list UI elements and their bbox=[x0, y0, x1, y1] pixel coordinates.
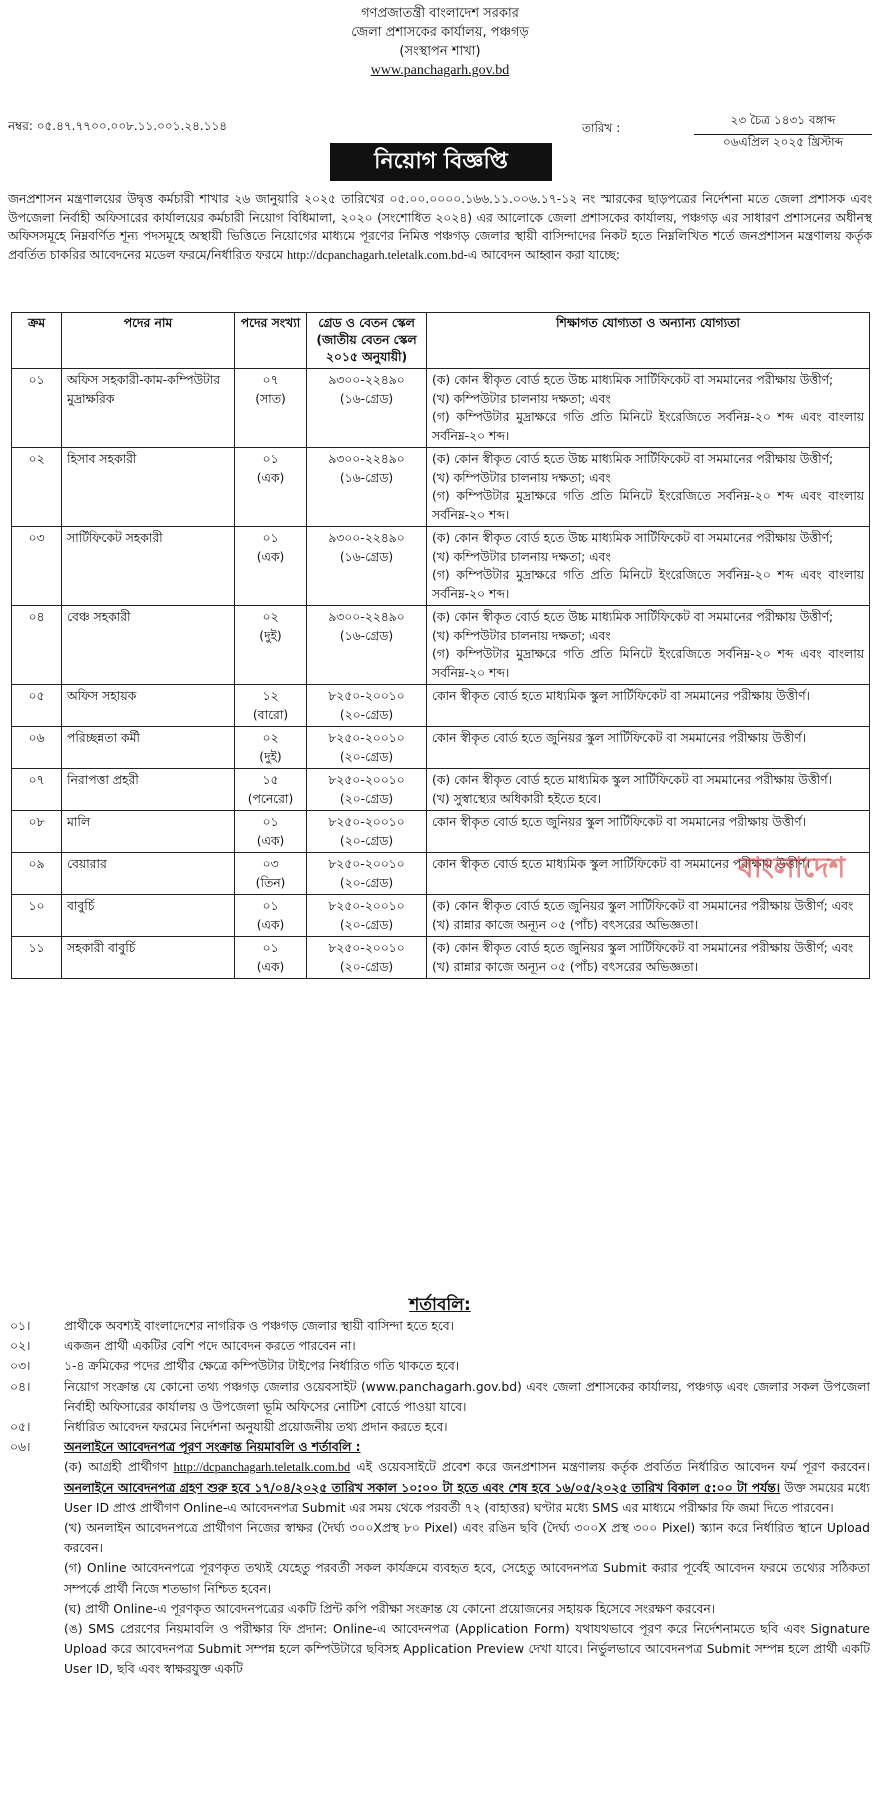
row-post-count bbox=[235, 853, 307, 895]
qualification-line: (ক) কোন স্বীকৃত বোর্ড হতে মাধ্যমিক স্কুল সার্টিফিকেট বা সমমানের পরীক্ষায় উত্তীর্ণ। bbox=[432, 773, 833, 787]
row-serial: ১১ bbox=[12, 937, 62, 979]
count-words: (এক) bbox=[256, 917, 285, 932]
rule-a-text: এই ওয়েবসাইটে প্রবেশ করে জনপ্রশাসন মন্ত্রণালয় কর্তৃক প্রবর্তিত নির্ধারিত আবেদন ফর্ম পূরণ করবেন। bbox=[356, 1460, 870, 1475]
row-qualification bbox=[427, 895, 870, 937]
qualification-line: কোন স্বীকৃত বোর্ড হতে মাধ্যমিক স্কুল সার্টিফিকেট বা সমমানের পরীক্ষায় উত্তীর্ণ। bbox=[432, 857, 810, 871]
row-pay-scale bbox=[307, 853, 427, 895]
qualification-line: (গ) কম্পিউটার মুদ্রাক্ষরে গতি প্রতি মিনিটে ইংরেজিতে সর্বনিম্ন-২০ শব্দ এবং বাংলায় সর্বনিম্ন-২০ শব্দ। bbox=[432, 410, 864, 443]
rule-a-link[interactable]: http://dcpanchagarh.teletalk.com.bd bbox=[173, 1460, 351, 1475]
scale-grade: (২০-গ্রেড) bbox=[339, 833, 394, 848]
row-pay-scale bbox=[307, 937, 427, 979]
condition-text: নির্ধারিত আবেদন ফরমের নির্দেশনা অনুযায়ী প্রয়োজনীয় তথ্য প্রদান করতে হবে। bbox=[64, 1420, 448, 1435]
row-post-name: মালি bbox=[62, 811, 235, 853]
count-words: (দুই) bbox=[259, 628, 282, 643]
scale-range: ৮২৫০-২০০১০ bbox=[328, 689, 405, 703]
col-count-header: পদের সংখ্যা bbox=[235, 313, 307, 369]
count-words: (এক) bbox=[256, 959, 285, 974]
scale-range: ৮২৫০-২০০১০ bbox=[328, 731, 405, 745]
row-serial: ০৬ bbox=[12, 727, 62, 769]
condition-item bbox=[10, 1336, 870, 1356]
count-number: ০২ bbox=[262, 731, 279, 745]
apply-link[interactable]: http://dcpanchagarh.teletalk.com.bd bbox=[286, 247, 464, 262]
table-row bbox=[12, 606, 870, 685]
date-english: ০৬এপ্রিল ২০২৫ খ্রিস্টাব্দ bbox=[722, 135, 844, 149]
table-row bbox=[12, 527, 870, 606]
condition-number: ০২। bbox=[10, 1339, 31, 1354]
row-qualification bbox=[427, 685, 870, 727]
row-post-name: সহকারী বাবুর্চি bbox=[62, 937, 235, 979]
online-rule-c: (গ) Online আবেদনপত্রে পূরণকৃত তথ্যই যেহেতু পরবর্তী সকল কার্যক্রমে ব্যবহৃত হবে, সেহেতু আবেদনপত্র Submit করার পূর্বেই আবেদন ফরমে তথ্যের সঠিকতা সম্পর্কে প্রার্থী নিজে শতভাগ নিশ্চিত হবেন। bbox=[64, 1561, 870, 1596]
scale-range: ৯৩০০-২২৪৯০ bbox=[328, 531, 405, 545]
col-post-header: পদের নাম bbox=[62, 313, 235, 369]
table-row bbox=[12, 369, 870, 448]
row-post-name: অফিস সহকারী-কাম-কম্পিউটার মুদ্রাক্ষরিক bbox=[62, 369, 235, 448]
qualification-line: (গ) কম্পিউটার মুদ্রাক্ষরে গতি প্রতি মিনিটে ইংরেজিতে সর্বনিম্ন-২০ শব্দ এবং বাংলায় সর্বনিম্ন-২০ শব্দ। bbox=[432, 568, 864, 601]
condition-item bbox=[10, 1356, 870, 1376]
memo-number: নম্বর: ০৫.৪৭.৭৭০০.০০৮.১১.০০১.২৪.১১৪ bbox=[8, 119, 228, 133]
count-words: (এক) bbox=[256, 833, 285, 848]
row-pay-scale bbox=[307, 685, 427, 727]
scale-grade: (২০-গ্রেড) bbox=[339, 749, 394, 764]
website-link[interactable]: www.panchagarh.gov.bd bbox=[370, 63, 510, 78]
count-number: ১৫ bbox=[262, 773, 279, 787]
notice-title: নিয়োগ বিজ্ঞপ্তি bbox=[330, 143, 552, 181]
qualification-line: (খ) রান্নার কাজে অন্যূন ০৫ (পাঁচ) বৎসরের অভিজ্ঞতা। bbox=[432, 917, 699, 932]
condition-number: ০১। bbox=[10, 1319, 31, 1333]
table-row bbox=[12, 448, 870, 527]
row-pay-scale bbox=[307, 769, 427, 811]
count-number: ০১ bbox=[262, 815, 279, 829]
count-number: ০২ bbox=[262, 610, 279, 624]
conditions-title: শর্তাবলি: bbox=[409, 1295, 471, 1315]
section-name: (সংস্থাপন শাখা) bbox=[399, 44, 481, 59]
row-post-count bbox=[235, 811, 307, 853]
count-number: ০৭ bbox=[262, 373, 279, 387]
qualification-line: (খ) কম্পিউটার চালনায় দক্ষতা; এবং bbox=[432, 628, 611, 643]
condition-text: একজন প্রার্থী একটির বেশি পদে আবেদন করতে পারবেন না। bbox=[64, 1339, 356, 1354]
qualification-line: (গ) কম্পিউটার মুদ্রাক্ষরে গতি প্রতি মিনিটে ইংরেজিতে সর্বনিম্ন-২০ শব্দ এবং বাংলায় সর্বনিম্ন-২০ শব্দ। bbox=[432, 489, 864, 522]
row-post-name: বাবুর্চি bbox=[62, 895, 235, 937]
row-serial: ০৮ bbox=[12, 811, 62, 853]
row-serial: ০৭ bbox=[12, 769, 62, 811]
qualification-line: (খ) রান্নার কাজে অন্যূন ০৫ (পাঁচ) বৎসরের অভিজ্ঞতা। bbox=[432, 959, 699, 974]
qualification-line: (ক) কোন স্বীকৃত বোর্ড হতে উচ্চ মাধ্যমিক সার্টিফিকেট বা সমমানের পরীক্ষায় উত্তীর্ণ; bbox=[432, 531, 834, 545]
online-rules-title: অনলাইনে আবেদনপত্র পূরণ সংক্রান্ত নিয়মাবলি ও শর্তাবলি : bbox=[64, 1440, 361, 1455]
row-qualification bbox=[427, 727, 870, 769]
qualification-line: (ক) কোন স্বীকৃত বোর্ড হতে উচ্চ মাধ্যমিক সার্টিফিকেট বা সমমানের পরীক্ষায় উত্তীর্ণ; bbox=[432, 373, 834, 387]
count-number: ০১ bbox=[262, 899, 279, 913]
row-post-count bbox=[235, 606, 307, 685]
condition-text: নিয়োগ সংক্রান্ত যে কোনো তথ্য পঞ্চগড় জেলার ওয়েবসাইট (www.panchagarh.gov.bd) এবং জেলা প্রশাসকের কার্যালয়, পঞ্চগড় এবং জেলার সকল উপজেলা নির্বাহী অফিসারের কার্যালয় ও উপজেলা ভূমি অফিসের নোটিশ বোর্ডে পাওয়া যাবে। bbox=[64, 1379, 870, 1414]
row-pay-scale bbox=[307, 727, 427, 769]
condition-item bbox=[10, 1377, 870, 1417]
row-post-name: বেয়ারার bbox=[62, 853, 235, 895]
office-name: জেলা প্রশাসকের কার্যালয়, পঞ্চগড় bbox=[351, 25, 529, 40]
row-post-count bbox=[235, 727, 307, 769]
row-pay-scale bbox=[307, 369, 427, 448]
row-pay-scale bbox=[307, 527, 427, 606]
table-row bbox=[12, 895, 870, 937]
row-post-count bbox=[235, 895, 307, 937]
rule-a-fee-text: উক্ত সময়ের মধ্যে User ID প্রাপ্ত প্রার্থীগণ Online-এ আবেদনপত্র Submit এর সময় থেকে পরবর্তী ৭২ (বাহাত্তর) ঘণ্টার মধ্যে SMS এর মাধ্যমে পরীক্ষার ফি জমা দিতে পারবেন। bbox=[64, 1480, 870, 1515]
online-rule-d: (ঘ) প্রার্থী Online-এ পূরণকৃত আবেদনপত্রের একটি প্রিন্ট কপি পরীক্ষা সংক্রান্ত যে কোনো প্রয়োজনের সহায়ক হিসেবে সংরক্ষণ করবেন। bbox=[64, 1601, 716, 1616]
date-bangla: ২৩ চৈত্র ১৪৩১ বঙ্গাব্দ bbox=[694, 112, 872, 135]
table-row bbox=[12, 727, 870, 769]
row-pay-scale bbox=[307, 606, 427, 685]
count-words: (দুই) bbox=[259, 749, 282, 764]
online-rule-a bbox=[64, 1457, 870, 1518]
rule-a-deadline: অনলাইনে আবেদনপত্র গ্রহণ শুরু হবে ১৭/০৪/২০২৫ তারিখ সকাল ১০:০০ টা হতে এবং শেষ হবে ১৬/০৫/২০২৫ তারিখ বিকাল ৫:০০ টা পর্যন্ত। bbox=[64, 1480, 781, 1495]
office-header bbox=[0, 0, 880, 80]
qualification-line: (খ) কম্পিউটার চালনায় দক্ষতা; এবং bbox=[432, 391, 611, 406]
scale-range: ৯৩০০-২২৪৯০ bbox=[328, 610, 405, 624]
date-label: তারিখ : bbox=[582, 121, 621, 135]
govt-name: গণপ্রজাতন্ত্রী বাংলাদেশ সরকার bbox=[361, 6, 519, 21]
scale-range: ৮২৫০-২০০১০ bbox=[328, 941, 405, 955]
row-qualification bbox=[427, 527, 870, 606]
row-serial: ১০ bbox=[12, 895, 62, 937]
row-qualification bbox=[427, 369, 870, 448]
row-post-name: হিসাব সহকারী bbox=[62, 448, 235, 527]
row-post-name: নিরাপত্তা প্রহরী bbox=[62, 769, 235, 811]
qualification-line: কোন স্বীকৃত বোর্ড হতে মাধ্যমিক স্কুল সার্টিফিকেট বা সমমানের পরীক্ষায় উত্তীর্ণ। bbox=[432, 689, 810, 703]
intro-suffix: -এ আবেদন আহ্বান করা যাচ্ছে: bbox=[463, 247, 620, 262]
row-pay-scale bbox=[307, 448, 427, 527]
scale-range: ৯৩০০-২২৪৯০ bbox=[328, 452, 405, 466]
condition-number: ০৫। bbox=[10, 1420, 31, 1435]
row-qualification bbox=[427, 937, 870, 979]
count-words: (পনেরো) bbox=[247, 791, 294, 806]
condition-number: ০৪। bbox=[10, 1379, 31, 1394]
row-serial: ০৩ bbox=[12, 527, 62, 606]
row-post-name: অফিস সহায়ক bbox=[62, 685, 235, 727]
qualification-line: (খ) কম্পিউটার চালনায় দক্ষতা; এবং bbox=[432, 549, 611, 564]
col-scale-header: গ্রেড ও বেতন স্কেল (জাতীয় বেতন স্কেল ২০১৫ অনুযায়ী) bbox=[307, 313, 427, 369]
col-serial-header: ক্রম bbox=[12, 313, 62, 369]
row-post-name: পরিচ্ছন্নতা কর্মী bbox=[62, 727, 235, 769]
row-pay-scale bbox=[307, 895, 427, 937]
qualification-line: কোন স্বীকৃত বোর্ড হতে জুনিয়র স্কুল সার্টিফিকেট বা সমমানের পরীক্ষায় উত্তীর্ণ। bbox=[432, 815, 806, 829]
scale-grade: (২০-গ্রেড) bbox=[339, 875, 394, 890]
qualification-line: (ক) কোন স্বীকৃত বোর্ড হতে উচ্চ মাধ্যমিক সার্টিফিকেট বা সমমানের পরীক্ষায় উত্তীর্ণ; bbox=[432, 610, 834, 624]
row-post-name: সার্টিফিকেট সহকারী bbox=[62, 527, 235, 606]
row-post-count bbox=[235, 685, 307, 727]
qualification-line: (ক) কোন স্বীকৃত বোর্ড হতে জুনিয়র স্কুল সার্টিফিকেট বা সমমানের পরীক্ষায় উত্তীর্ণ; এবং bbox=[432, 941, 854, 955]
qualification-line: (খ) কম্পিউটার চালনায় দক্ষতা; এবং bbox=[432, 470, 611, 485]
row-post-count bbox=[235, 769, 307, 811]
conditions-list bbox=[10, 1316, 870, 1680]
condition-item bbox=[10, 1417, 870, 1437]
row-pay-scale bbox=[307, 811, 427, 853]
rule-a-prefix: (ক) আগ্রহী প্রার্থীগণ bbox=[64, 1460, 168, 1475]
count-number: ০১ bbox=[262, 531, 279, 545]
scale-grade: (২০-গ্রেড) bbox=[339, 917, 394, 932]
table-header-row bbox=[12, 313, 870, 369]
qualification-line: (গ) কম্পিউটার মুদ্রাক্ষরে গতি প্রতি মিনিটে ইংরেজিতে সর্বনিম্ন-২০ শব্দ এবং বাংলায় সর্বনিম্ন-২০ শব্দ। bbox=[432, 647, 864, 680]
row-serial: ০১ bbox=[12, 369, 62, 448]
table-row bbox=[12, 769, 870, 811]
scale-range: ৮২৫০-২০০১০ bbox=[328, 857, 405, 871]
online-rule-b: (খ) অনলাইন আবেদনপত্রে প্রার্থীগণ নিজের স্বাক্ষর (দৈর্ঘ্য ৩০০Xপ্রস্থ ৮০ Pixel) এবং রঙিন ছবি (দৈর্ঘ্য ৩০০X প্রস্থ ৩০০ Pixel) স্ক্যান করে নির্ধারিত স্থানে Upload করবেন। bbox=[64, 1521, 870, 1556]
row-post-name: বেঞ্চ সহকারী bbox=[62, 606, 235, 685]
qualification-line: (ক) কোন স্বীকৃত বোর্ড হতে জুনিয়র স্কুল সার্টিফিকেট বা সমমানের পরীক্ষায় উত্তীর্ণ; এবং bbox=[432, 899, 854, 913]
condition-number: ০৩। bbox=[10, 1359, 31, 1374]
row-qualification bbox=[427, 769, 870, 811]
qualification-line: (ক) কোন স্বীকৃত বোর্ড হতে উচ্চ মাধ্যমিক সার্টিফিকেট বা সমমানের পরীক্ষায় উত্তীর্ণ; bbox=[432, 452, 834, 466]
qualification-line: কোন স্বীকৃত বোর্ড হতে জুনিয়র স্কুল সার্টিফিকেট বা সমমানের পরীক্ষায় উত্তীর্ণ। bbox=[432, 731, 806, 745]
condition-text: প্রার্থীকে অবশ্যই বাংলাদেশের নাগরিক ও পঞ্চগড় জেলার স্থায়ী বাসিন্দা হতে হবে। bbox=[64, 1319, 454, 1333]
condition-item-online bbox=[10, 1437, 870, 1679]
count-number: ০৩ bbox=[262, 857, 279, 871]
scale-grade: (১৬-গ্রেড) bbox=[339, 628, 394, 643]
row-post-count bbox=[235, 937, 307, 979]
count-words: (এক) bbox=[256, 549, 285, 564]
scale-grade: (২০-গ্রেড) bbox=[339, 959, 394, 974]
row-qualification bbox=[427, 606, 870, 685]
condition-number: ০৬। bbox=[10, 1440, 31, 1455]
count-number: ০১ bbox=[262, 941, 279, 955]
scale-range: ৮২৫০-২০০১০ bbox=[328, 773, 405, 787]
table-row bbox=[12, 685, 870, 727]
row-post-count bbox=[235, 527, 307, 606]
row-serial: ০৫ bbox=[12, 685, 62, 727]
scale-grade: (১৬-গ্রেড) bbox=[339, 549, 394, 564]
row-serial: ০২ bbox=[12, 448, 62, 527]
scale-grade: (২০-গ্রেড) bbox=[339, 791, 394, 806]
scale-grade: (২০-গ্রেড) bbox=[339, 707, 394, 722]
online-rule-e: (ঙ) SMS প্রেরণের নিয়মাবলি ও পরীক্ষার ফি প্রদান: Online-এ আবেদনপত্র (Application Form) যথাযথভাবে পূরণ করে নির্দেশনামতে ছবি এবং Signature Upload করে আবেদনপত্র Submit সম্পন্ন হলে কম্পিউটারে ছবিসহ Application Preview দেখা যাবে। নির্ভুলভাবে আবেদনপত্র Submit সম্পন্ন হলে প্রার্থী একটি User ID, ছবি এবং স্বাক্ষরযুক্ত একটি bbox=[64, 1622, 870, 1677]
scale-grade: (১৬-গ্রেড) bbox=[339, 391, 394, 406]
col-qual-header: শিক্ষাগত যোগ্যতা ও অন্যান্য যোগ্যতা bbox=[427, 313, 870, 369]
row-post-count bbox=[235, 448, 307, 527]
row-serial: ০৪ bbox=[12, 606, 62, 685]
row-serial: ০৯ bbox=[12, 853, 62, 895]
row-qualification bbox=[427, 448, 870, 527]
watermark-logo: বাংলাদেশ bbox=[738, 851, 846, 884]
condition-text: ১-৪ ক্রমিকের পদের প্রার্থীর ক্ষেত্রে কম্পিউটার টাইপের নির্ধারিত গতি থাকতে হবে। bbox=[64, 1359, 460, 1374]
intro-paragraph bbox=[8, 190, 872, 264]
row-post-count bbox=[235, 369, 307, 448]
count-number: ১২ bbox=[262, 689, 279, 703]
count-words: (এক) bbox=[256, 470, 285, 485]
scale-range: ৯৩০০-২২৪৯০ bbox=[328, 373, 405, 387]
condition-item bbox=[10, 1316, 870, 1336]
count-words: (তিন) bbox=[255, 875, 286, 890]
count-words: (সাত) bbox=[255, 391, 286, 406]
scale-range: ৮২৫০-২০০১০ bbox=[328, 815, 405, 829]
scale-grade: (১৬-গ্রেড) bbox=[339, 470, 394, 485]
count-words: (বারো) bbox=[252, 707, 289, 722]
table-row bbox=[12, 937, 870, 979]
count-number: ০১ bbox=[262, 452, 279, 466]
intro-text: জনপ্রশাসন মন্ত্রণালয়ের উদ্বৃত্ত কর্মচারী শাখার ২৬ জানুয়ারি ২০২৫ তারিখের ০৫.০০.০০০০.১৬৬.১১.০০৬.১৭-১২ নং স্মারকের ছাড়পত্রের নির্দেশনা মতে জেলা প্রশাসক এবং উপজেলা নির্বাহী অফিসারের কার্যালয়ের কর্মচারী নিয়োগ বিধিমালা, ২০২০ (সংশোধিত ২০২৪) এর আলোকে জেলা প্রশাসকের কার্যালয়, পঞ্চগড় এর সাধারণ প্রশাসনের অধীনস্থ অফিসসমূহে নিম্নবর্ণিত শূন্য পদসমূহে অস্থায়ী ভিত্তিতে নিয়োগের মাধ্যমে পূরণের নিমিত্ত পঞ্চগড় জেলার স্থায়ী বাসিন্দাদের নিকট হতে নিম্নলিখিত শর্তে জনপ্রশাসন মন্ত্রণালয় কর্তৃক প্রবর্তিত চাকরির আবেদনের মডেল ফরমে/নির্ধারিত ফরমে bbox=[8, 192, 872, 262]
qualification-line: (খ) সুস্বাস্থ্যের অধিকারী হইতে হবে। bbox=[432, 791, 602, 806]
scale-range: ৮২৫০-২০০১০ bbox=[328, 899, 405, 913]
